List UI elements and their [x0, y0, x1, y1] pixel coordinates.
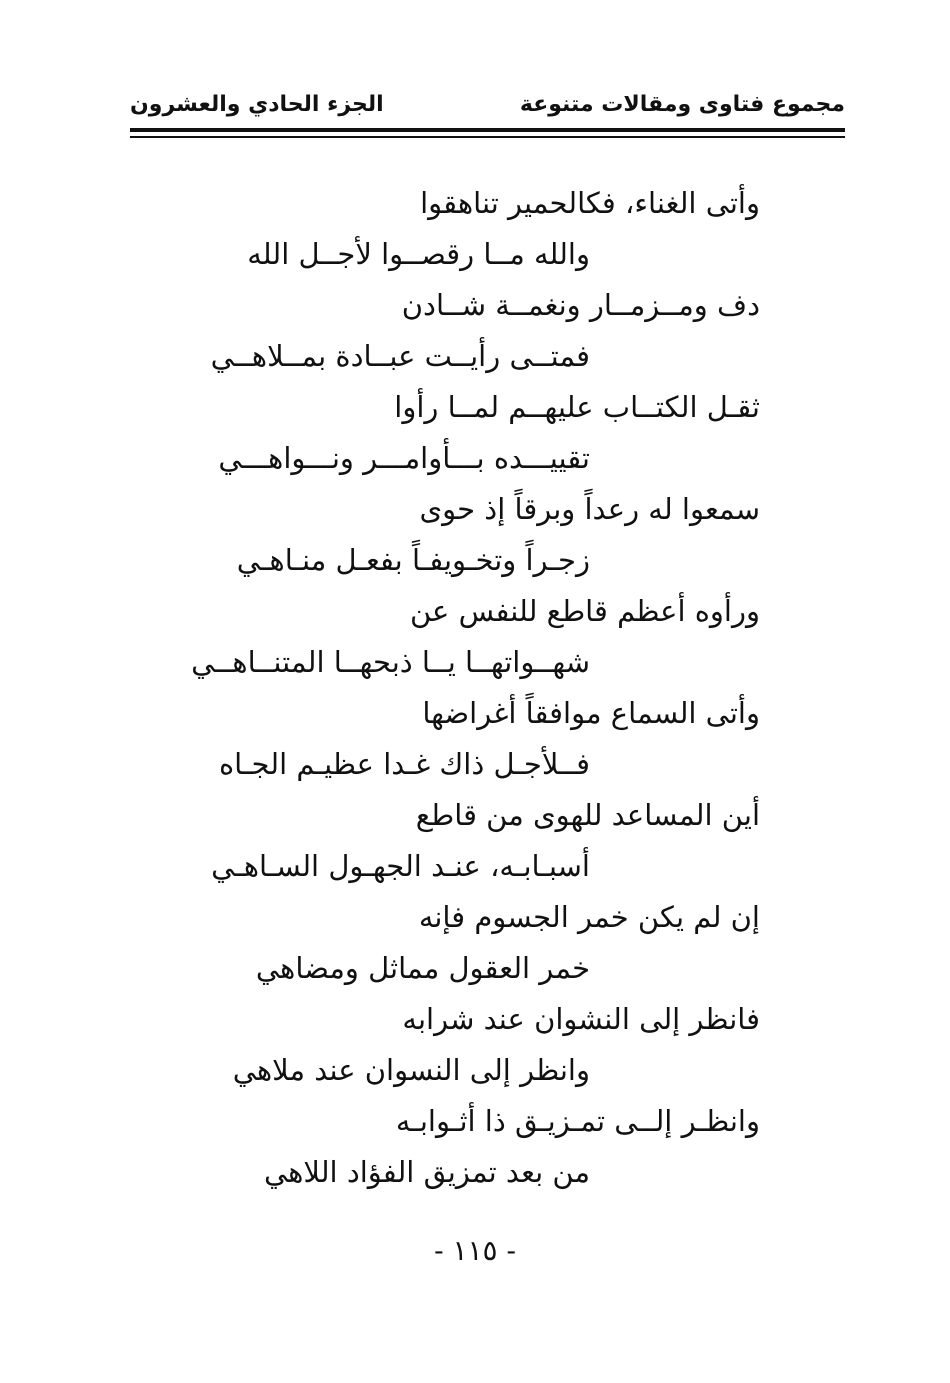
verse-line-4: فمتــى رأيــت عبــادة بمــلاهــي	[210, 339, 590, 373]
verse-line-20: من بعد تمزيق الفؤاد اللاهي	[263, 1155, 590, 1189]
verse-line-8: زجـراً وتخـويفـاً بفعـل منـاهـي	[236, 543, 590, 577]
verse-line-10: شهــواتهــا يــا ذبحهــا المتنــاهــي	[191, 645, 590, 679]
verse-line-5: ثقـل الكتــاب عليهــم لمــا رأوا	[394, 390, 760, 424]
header-rule-thin	[130, 136, 845, 138]
poem-body	[180, 178, 760, 1198]
verse-line-1: وأتى الغناء، فكالحمير تناهقوا	[420, 186, 760, 220]
verse-line-19: وانظـر إلــى تمـزيـق ذا أثـوابـه	[395, 1104, 760, 1138]
verse-line-2: والله مــا رقصــوا لأجــل الله	[247, 237, 590, 271]
running-header	[130, 88, 845, 128]
volume-label: الجزء الحادي والعشرون	[130, 92, 384, 117]
verse-line-17: فانظر إلى النشوان عند شرابه	[402, 1002, 760, 1036]
verse-line-6: تقييـــده بـــأوامـــر ونـــواهـــي	[218, 441, 590, 475]
header-rule-thick	[130, 128, 845, 132]
verse-line-15: إن لم يكن خمر الجسوم فإنه	[418, 900, 760, 934]
book-title: مجموع فتاوى ومقالات متنوعة	[519, 92, 845, 117]
verse-line-14: أسبـابـه، عنـد الجهـول السـاهـي	[211, 849, 590, 883]
verse-line-9: ورأوه أعظم قاطع للنفس عن	[409, 594, 760, 628]
verse-line-7: سمعوا له رعداً وبرقاً إذ حوى	[419, 492, 760, 526]
verse-line-11: وأتى السماع موافقاً أغراضها	[422, 696, 760, 730]
page-number: - ١١٥ -	[434, 1234, 516, 1267]
verse-line-16: خمر العقول مماثل ومضاهي	[255, 951, 590, 985]
verse-line-3: دف ومــزمــار ونغمــة شــادن	[401, 288, 760, 322]
verse-line-12: فــلأجـل ذاك غـدا عظيـم الجـاه	[218, 747, 590, 781]
verse-line-18: وانظر إلى النسوان عند ملاهي	[232, 1053, 590, 1087]
verse-line-13: أين المساعد للهوى من قاطع	[415, 798, 760, 832]
